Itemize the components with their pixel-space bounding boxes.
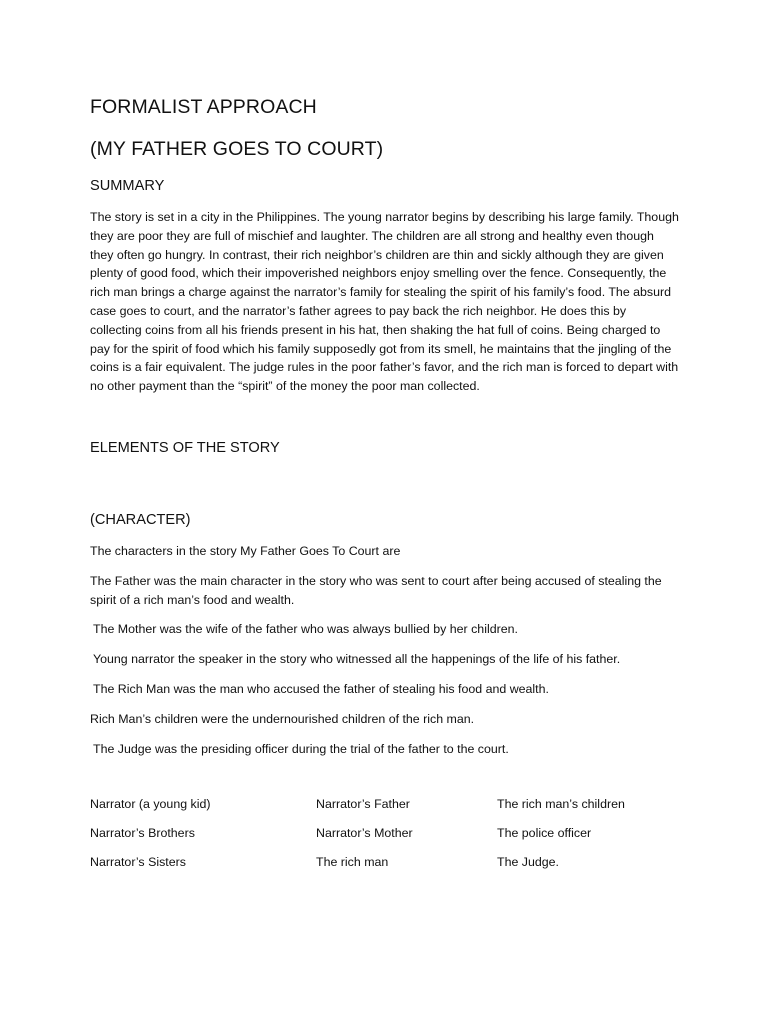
character-mother: The Mother was the wife of the father who was always bullied by her children. bbox=[93, 622, 518, 637]
elements-heading: ELEMENTS OF THE STORY bbox=[90, 439, 280, 456]
table-cell: Narrator’s Sisters bbox=[90, 855, 186, 870]
table-cell: Narrator’s Mother bbox=[316, 826, 413, 841]
character-judge: The Judge was the presiding officer during the trial of the father to the court. bbox=[93, 741, 509, 756]
character-rich-man: The Rich Man was the man who accused the father of stealing his food and wealth. bbox=[93, 681, 549, 696]
table-cell: Narrator (a young kid) bbox=[90, 797, 211, 812]
table-cell: The Judge. bbox=[497, 855, 559, 870]
character-heading: (CHARACTER) bbox=[90, 511, 191, 528]
table-cell: Narrator’s Father bbox=[316, 797, 410, 812]
character-table bbox=[90, 795, 680, 872]
table-cell: The rich man bbox=[316, 855, 389, 870]
summary-paragraph: The story is set in a city in the Philippines. The young narrator begins by describing his large family. Though they are poor they are full of mischief and laughter. The children are all strong and healthy even though they often go hungry. In contrast, their rich neighbor’s children are thin and sickly although they are given plenty of good food, which their impoverished neighbors enjoy smelling over the fence. Consequently, the rich man brings a charge against the narrator’s family for stealing the spirit of his family’s food. The absurd case goes to court, and the narrator’s father agrees to pay back the rich neighbor. He does this by collecting coins from all his friends present in his hat, then shaking the hat full of coins. Being charged to pay for the spirit of food which his family supposedly got from its smell, he maintains that the jingling of the coins is a fair equivalent. The judge rules in the poor father’s favor, and the rich man is forced to depart with no other payment than the “spirit” of the money the poor man collected. bbox=[90, 210, 679, 394]
character-father: The Father was the main character in the story who was sent to court after being accused of stealing the spirit of a rich man’s food and wealth. bbox=[90, 573, 662, 607]
character-rich-mans-children: Rich Man’s children were the undernourished children of the rich man. bbox=[90, 711, 475, 726]
document-title: FORMALIST APPROACH bbox=[90, 96, 317, 118]
summary-heading: SUMMARY bbox=[90, 178, 165, 194]
character-narrator: Young narrator the speaker in the story who witnessed all the happenings of the life of his father. bbox=[93, 652, 621, 667]
table-cell: Narrator’s Brothers bbox=[90, 826, 195, 841]
table-cell: The police officer bbox=[497, 826, 592, 841]
table-cell: The rich man’s children bbox=[497, 797, 625, 812]
character-intro: The characters in the story My Father Goes To Court are bbox=[90, 543, 401, 558]
document-subtitle: (MY FATHER GOES TO COURT) bbox=[90, 138, 384, 160]
document-page bbox=[90, 94, 680, 872]
